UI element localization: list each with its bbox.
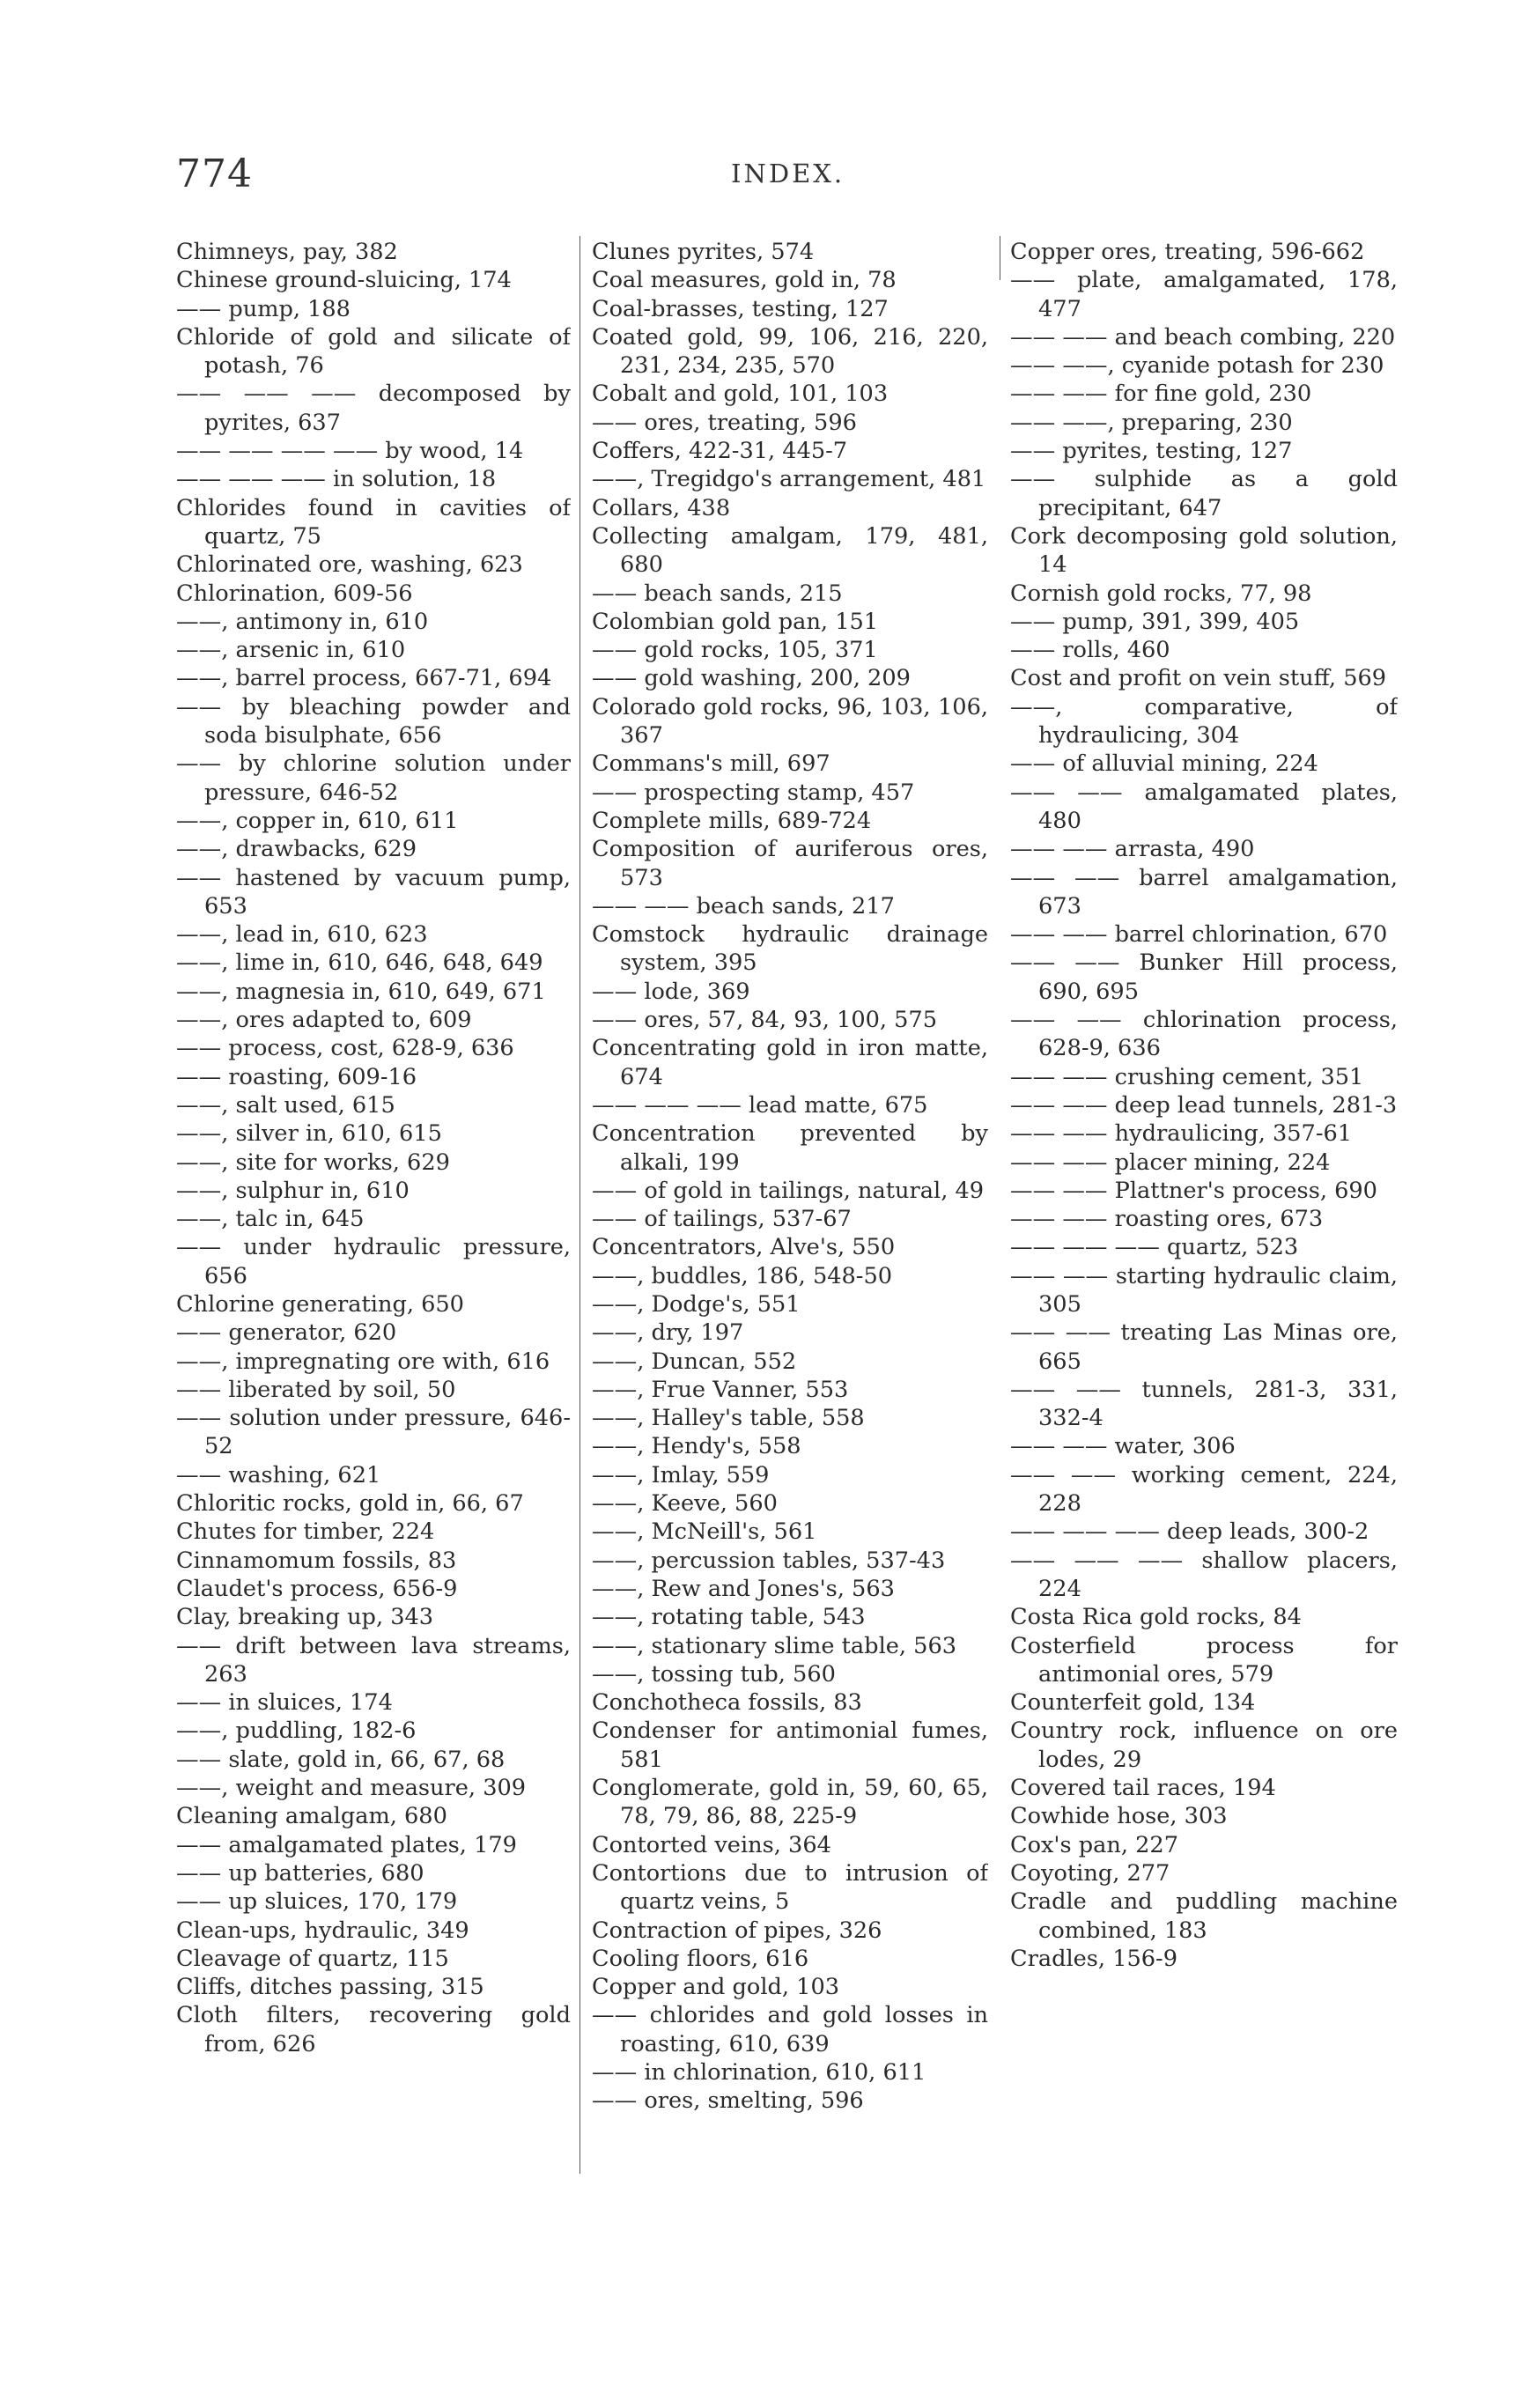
- index-entry: ——, salt used, 615: [176, 1091, 395, 1119]
- index-entry: ——, drawbacks, 629: [176, 836, 417, 863]
- index-entry: ——, rotating table, 543: [592, 1604, 866, 1631]
- index-entry: Cleaning amalgam, 680: [176, 1803, 447, 1830]
- index-entry: —— —— chlorination process, 628-9, 636: [1010, 1007, 1398, 1062]
- index-entry: Cowhide hose, 303: [1010, 1803, 1228, 1830]
- index-entry: —— ores, smelting, 596: [592, 2087, 864, 2115]
- index-entry: ——, impregnating ore with, 616: [176, 1348, 550, 1375]
- index-entry: —— liberated by soil, 50: [176, 1376, 456, 1403]
- index-entry: —— —— Plattner's process, 690: [1010, 1177, 1377, 1204]
- page-number: 774: [176, 151, 253, 196]
- index-entry: Chloride of gold and silicate of potash, 76: [176, 323, 571, 380]
- index-entry: ——, Halley's table, 558: [592, 1405, 865, 1432]
- index-entry: —— rolls, 460: [1010, 637, 1170, 664]
- index-entry: Contortions due to intrusion of quartz veins, 5: [592, 1859, 988, 1916]
- index-entry: Covered tail races, 194: [1010, 1775, 1276, 1802]
- index-entry: —— lode, 369: [592, 978, 750, 1005]
- index-entry: Chlorine generating, 650: [176, 1290, 464, 1318]
- index-entry: Chlorination, 609-56: [176, 580, 413, 607]
- index-entry: Composition of auriferous ores, 573: [592, 836, 988, 891]
- index-entry: —— —— beach sands, 217: [592, 892, 895, 920]
- index-entry: Cobalt and gold, 101, 103: [592, 380, 889, 408]
- index-entry: Coal measures, gold in, 78: [592, 267, 897, 294]
- index-entry: ——, ores adapted to, 609: [176, 1007, 472, 1034]
- index-entry: Costerfield process for antimonial ores, 579: [1010, 1632, 1398, 1688]
- index-entry: —— chlorides and gold losses in roasting, 610, 639: [592, 2002, 988, 2057]
- index-entry: —— —— barrel chlorination, 670: [1010, 921, 1388, 949]
- index-entry: Chloritic rocks, gold in, 66, 67: [176, 1490, 524, 1518]
- index-entry: ——, sulphur in, 610: [176, 1177, 410, 1204]
- index-entry: —— —— —— in solution, 18: [176, 466, 497, 493]
- index-entry: ——, copper in, 610, 611: [176, 807, 459, 834]
- index-entry: —— gold rocks, 105, 371: [592, 637, 878, 664]
- index-entry: Cox's pan, 227: [1010, 1831, 1178, 1858]
- index-entry: Coated gold, 99, 106, 216, 220, 231, 234, 235, 570: [592, 323, 988, 380]
- index-entry: Coffers, 422-31, 445-7: [592, 438, 848, 465]
- index-entry: ——, weight and measure, 309: [176, 1775, 527, 1802]
- page-header: [0, 151, 1528, 204]
- index-entry: —— process, cost, 628-9, 636: [176, 1035, 514, 1062]
- index-entry: ——, McNeill's, 561: [592, 1518, 817, 1546]
- index-entry: Cliffs, ditches passing, 315: [176, 1974, 484, 2001]
- index-entry: —— —— deep lead tunnels, 281-3: [1010, 1091, 1398, 1119]
- index-entry: Cradle and puddling machine combined, 183: [1010, 1888, 1398, 1944]
- index-entry: Contraction of pipes, 326: [592, 1917, 882, 1944]
- index-entry: Cinnamomum fossils, 83: [176, 1547, 457, 1574]
- index-entry: ——, magnesia in, 610, 649, 671: [176, 978, 546, 1005]
- index-entry: Clean-ups, hydraulic, 349: [176, 1917, 469, 1944]
- index-entry: ——, tossing tub, 560: [592, 1660, 836, 1688]
- index-entry: Counterfeit gold, 134: [1010, 1689, 1256, 1717]
- index-entry: Coyoting, 277: [1010, 1859, 1170, 1887]
- index-entry: ——, comparative, of hydraulicing, 304: [1010, 693, 1398, 750]
- index-entry: ——, puddling, 182-6: [176, 1717, 417, 1745]
- index-entry: —— —— barrel amalgamation, 673: [1010, 864, 1398, 920]
- index-entry: —— —— treating Las Minas ore, 665: [1010, 1319, 1398, 1375]
- index-entry: —— pyrites, testing, 127: [1010, 438, 1293, 465]
- index-entry: Collars, 438: [592, 494, 731, 521]
- index-entry: ——, silver in, 610, 615: [176, 1120, 442, 1148]
- index-entry: ——, Keeve, 560: [592, 1490, 778, 1518]
- index-column-2: [592, 238, 988, 2184]
- index-entry: —— up sluices, 170, 179: [176, 1888, 458, 1916]
- index-entry: —— ores, 57, 84, 93, 100, 575: [592, 1007, 938, 1034]
- index-entry: Cost and profit on vein stuff, 569: [1010, 665, 1387, 692]
- index-entry: Conchotheca fossils, 83: [592, 1689, 862, 1717]
- index-entry: Cork decomposing gold solution, 14: [1010, 522, 1398, 579]
- index-entry: —— —— amalgamated plates, 480: [1010, 779, 1398, 834]
- index-entry: ——, Frue Vanner, 553: [592, 1376, 849, 1403]
- index-entry: ——, antimony in, 610: [176, 608, 429, 635]
- index-entry: Costa Rica gold rocks, 84: [1010, 1604, 1302, 1631]
- index-entry: Colombian gold pan, 151: [592, 608, 879, 635]
- index-entry: —— plate, amalgamated, 178, 477: [1010, 267, 1398, 322]
- index-entry: —— in chlorination, 610, 611: [592, 2059, 926, 2086]
- index-entry: —— —— arrasta, 490: [1010, 836, 1255, 863]
- index-entry: Commans's mill, 697: [592, 750, 830, 778]
- index-entry: —— —— working cement, 224, 228: [1010, 1461, 1398, 1518]
- index-entry: ——, Tregidgo's arrangement, 481: [592, 466, 986, 493]
- index-entry: Chinese ground-sluicing, 174: [176, 267, 512, 294]
- index-entry: Cornish gold rocks, 77, 98: [1010, 580, 1312, 607]
- index-entry: —— under hydraulic pressure, 656: [176, 1234, 571, 1289]
- index-entry: Copper and gold, 103: [592, 1974, 840, 2001]
- index-entry: ——, lime in, 610, 646, 648, 649: [176, 949, 543, 977]
- index-entry: —— —— —— lead matte, 675: [592, 1091, 928, 1119]
- index-entry: —— hastened by vacuum pump, 653: [176, 864, 571, 920]
- index-entry: —— by bleaching powder and soda bisulphate, 656: [176, 693, 571, 750]
- index-entry: —— —— placer mining, 224: [1010, 1149, 1331, 1176]
- index-entry: ——, arsenic in, 610: [176, 637, 406, 664]
- index-entry: —— roasting, 609-16: [176, 1063, 417, 1090]
- index-entry: Cleavage of quartz, 115: [176, 1945, 449, 1972]
- index-entry: Concentrating gold in iron matte, 674: [592, 1035, 988, 1090]
- index-entry: Claudet's process, 656-9: [176, 1575, 458, 1602]
- index-entry: ——, Imlay, 559: [592, 1461, 770, 1488]
- index-entry: —— —— —— —— by wood, 14: [176, 438, 524, 465]
- index-entry: —— up batteries, 680: [176, 1859, 424, 1887]
- index-entry: —— washing, 621: [176, 1461, 381, 1488]
- index-entry: —— —— —— quartz, 523: [1010, 1234, 1299, 1261]
- index-entry: —— —— —— shallow placers, 224: [1010, 1547, 1398, 1602]
- index-entry: Contorted veins, 364: [592, 1831, 831, 1858]
- index-entry: Chlorinated ore, washing, 623: [176, 551, 523, 579]
- index-entry: —— pump, 391, 399, 405: [1010, 608, 1300, 635]
- index-entry: Chutes for timber, 224: [176, 1518, 435, 1546]
- index-entry: —— —— —— decomposed by pyrites, 637: [176, 380, 571, 436]
- index-entry: —— —— roasting ores, 673: [1010, 1206, 1324, 1233]
- index-entry: Collecting amalgam, 179, 481, 680: [592, 522, 988, 579]
- index-entry: ——, barrel process, 667-71, 694: [176, 665, 552, 692]
- index-entry: —— solution under pressure, 646-52: [176, 1405, 571, 1460]
- index-entry: —— by chlorine solution under pressure, 646-52: [176, 750, 571, 806]
- index-entry: —— ——, preparing, 230: [1010, 409, 1293, 436]
- index-entry: Comstock hydraulic drainage system, 395: [592, 921, 988, 977]
- index-entry: —— of tailings, 537-67: [592, 1206, 852, 1233]
- running-title: INDEX.: [731, 159, 845, 188]
- index-entry: ——, dry, 197: [592, 1319, 744, 1347]
- index-entry: Clunes pyrites, 574: [592, 239, 815, 265]
- index-entry: Complete mills, 689-724: [592, 807, 872, 834]
- index-entry: Colorado gold rocks, 96, 103, 106, 367: [592, 693, 988, 750]
- index-entry: ——, lead in, 610, 623: [176, 921, 428, 949]
- index-column-1: [176, 238, 571, 2184]
- index-entry: —— —— starting hydraulic claim, 305: [1010, 1262, 1398, 1318]
- index-entry: —— pump, 188: [176, 295, 351, 322]
- index-entry: —— slate, gold in, 66, 67, 68: [176, 1746, 506, 1773]
- index-entry: —— beach sands, 215: [592, 580, 843, 607]
- index-entry: —— —— water, 306: [1010, 1433, 1236, 1460]
- index-entry: —— of gold in tailings, natural, 49: [592, 1177, 985, 1204]
- index-entry: ——, buddles, 186, 548-50: [592, 1262, 893, 1289]
- index-column-3: [1010, 238, 1398, 2184]
- index-entry: —— —— hydraulicing, 357-61: [1010, 1120, 1353, 1148]
- index-entry: Chlorides found in cavities of quartz, 75: [176, 494, 571, 550]
- column-divider: [579, 236, 580, 2174]
- index-entry: ——, Duncan, 552: [592, 1348, 797, 1375]
- index-entry: ——, site for works, 629: [176, 1149, 450, 1176]
- index-entry: —— —— crushing cement, 351: [1010, 1063, 1364, 1090]
- index-entry: —— sulphide as a gold precipitant, 647: [1010, 466, 1398, 521]
- index-entry: Country rock, influence on ore lodes, 29: [1010, 1717, 1398, 1773]
- index-entry: —— prospecting stamp, 457: [592, 779, 915, 806]
- index-entry: Chimneys, pay, 382: [176, 239, 398, 265]
- index-entry: —— ores, treating, 596: [592, 409, 857, 436]
- index-entry: Copper ores, treating, 596-662: [1010, 239, 1365, 265]
- index-entry: —— amalgamated plates, 179: [176, 1831, 517, 1858]
- index-entry: ——, Rew and Jones's, 563: [592, 1575, 895, 1602]
- index-entry: ——, percussion tables, 537-43: [592, 1547, 946, 1574]
- index-entry: Condenser for antimonial fumes, 581: [592, 1717, 988, 1773]
- index-entry: Concentrators, Alve's, 550: [592, 1234, 896, 1261]
- index-entry: Cloth filters, recovering gold from, 626: [176, 2002, 571, 2057]
- index-entry: Cooling floors, 616: [592, 1945, 809, 1972]
- index-entry: ——, Dodge's, 551: [592, 1290, 801, 1318]
- index-entry: Coal-brasses, testing, 127: [592, 295, 889, 322]
- index-entry: —— ——, cyanide potash for 230: [1010, 352, 1384, 380]
- index-entry: —— in sluices, 174: [176, 1689, 393, 1717]
- index-entry: ——, talc in, 645: [176, 1206, 365, 1233]
- index-entry: Conglomerate, gold in, 59, 60, 65, 78, 79, 86, 88, 225-9: [592, 1775, 988, 1830]
- index-entry: —— —— —— deep leads, 300-2: [1010, 1518, 1369, 1546]
- index-entry: Clay, breaking up, 343: [176, 1604, 434, 1631]
- index-entry: —— gold washing, 200, 209: [592, 665, 911, 692]
- index-entry: ——, Hendy's, 558: [592, 1433, 801, 1460]
- index-entry: Cradles, 156-9: [1010, 1945, 1177, 1972]
- index-entry: ——, stationary slime table, 563: [592, 1632, 957, 1659]
- index-entry: Concentration prevented by alkali, 199: [592, 1120, 988, 1176]
- index-entry: —— drift between lava streams, 263: [176, 1632, 571, 1688]
- index-entry: —— of alluvial mining, 224: [1010, 750, 1318, 778]
- index-entry: —— generator, 620: [176, 1319, 397, 1347]
- index-entry: —— —— for fine gold, 230: [1010, 380, 1312, 408]
- index-entry: —— —— and beach combing, 220: [1010, 323, 1396, 351]
- index-entry: —— —— tunnels, 281-3, 331, 332-4: [1010, 1376, 1398, 1432]
- index-entry: —— —— Bunker Hill process, 690, 695: [1010, 949, 1398, 1005]
